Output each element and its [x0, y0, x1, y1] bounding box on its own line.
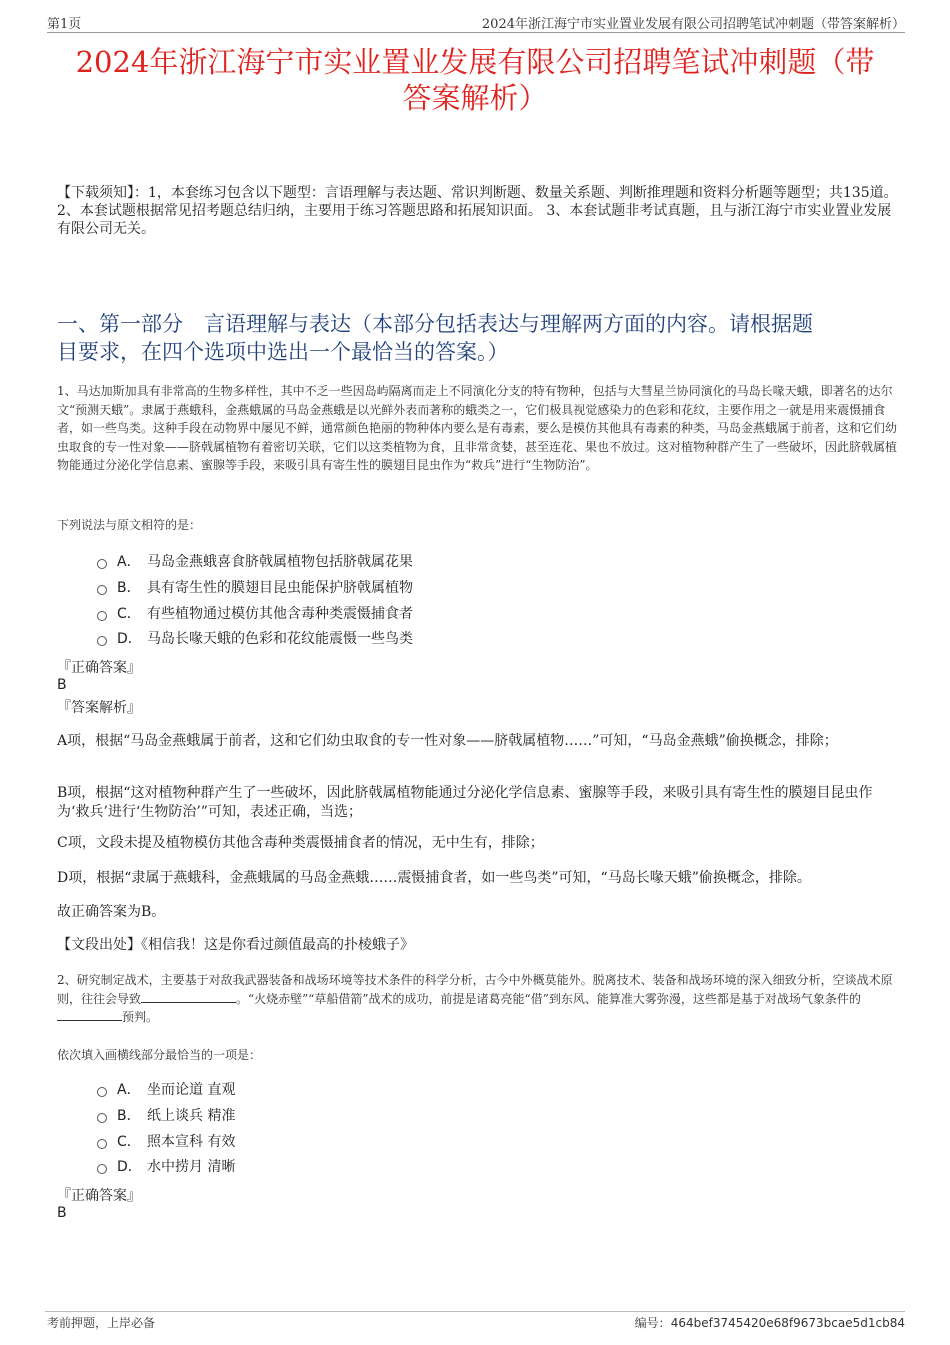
option-letter: D．	[117, 631, 142, 647]
option-letter: A．	[117, 554, 141, 570]
section-heading	[57, 310, 905, 366]
header-doc-title: 2024年浙江海宁市实业置业发展有限公司招聘笔试冲刺题（带答案解析）	[481, 17, 905, 32]
q1-analysis-a: A项，根据“马岛金燕蛾属于前者，这和它们幼虫取食的专一性对象——脐戟属植物……”可知，“马岛金燕蛾”偷换概念，排除；	[57, 733, 838, 749]
radio-icon[interactable]	[97, 585, 107, 595]
q2-text-c: 预判。	[122, 1010, 159, 1025]
q2-answer: B	[57, 1205, 67, 1221]
radio-icon[interactable]	[97, 611, 107, 621]
footer-code-label: 编号：	[634, 1316, 671, 1330]
option-text: 马岛金燕蛾喜食脐戟属植物包括脐戟属花果	[147, 554, 413, 570]
q2-blank-2	[57, 1008, 122, 1021]
option-letter: D．	[117, 1159, 142, 1175]
q2-option-a[interactable]	[97, 1081, 235, 1099]
option-letter: C．	[117, 1134, 141, 1150]
section-line-2: 目要求，在四个选项中选出一个最恰当的答案。）	[57, 340, 509, 364]
footer-code-value: 464bef3745420e68f9673bcae5d1cb84	[670, 1316, 905, 1330]
radio-icon[interactable]	[97, 1139, 107, 1149]
q2-blank-1	[141, 990, 236, 1003]
q2-option-d[interactable]	[97, 1158, 235, 1176]
q1-analysis-d: D项，根据“隶属于燕蛾科，金燕蛾属的马岛金燕蛾……震慑捕食者，如一些鸟类”可知，“马岛长喙天蛾”偷换概念，排除。	[57, 870, 811, 886]
q1-option-a[interactable]	[97, 553, 413, 571]
option-letter: C．	[117, 606, 141, 622]
option-text: 马岛长喙天蛾的色彩和花纹能震慑一些鸟类	[147, 631, 413, 647]
q1-prompt: 下列说法与原文相符的是：	[57, 518, 202, 532]
option-text: 纸上谈兵 精准	[147, 1108, 236, 1124]
page-header	[47, 10, 905, 33]
option-text: 水中捞月 清晰	[147, 1159, 236, 1175]
q1-answer-label: 『正确答案』	[57, 660, 141, 676]
option-text: 坐而论道 直观	[147, 1082, 236, 1098]
option-text: 具有寄生性的膜翅目昆虫能保护脐戟属植物	[147, 580, 413, 596]
option-letter: B．	[117, 580, 141, 596]
radio-icon[interactable]	[97, 636, 107, 646]
radio-icon[interactable]	[97, 1164, 107, 1174]
q2-answer-label: 『正确答案』	[57, 1188, 141, 1204]
footer-code	[635, 1314, 905, 1331]
q2-text-a: 2、研究制定战术，主要基于对敌我武器装备和战场环境等技术条件的科学分析，古今中外概莫能外。脱离技术、装备和战场环境的深入细致分析，空谈战术原则，往往会导致	[57, 973, 893, 1006]
q2-prompt: 依次填入画横线部分最恰当的一项是：	[57, 1048, 262, 1062]
q1-option-c[interactable]	[97, 605, 413, 623]
q1-analysis-c: C项，文段未提及植物模仿其他含毒种类震慑捕食者的情况，无中生有，排除；	[57, 835, 544, 851]
q1-analysis-label: 『答案解析』	[57, 700, 141, 716]
q1-conclusion: 故正确答案为B。	[57, 904, 166, 920]
option-letter: A．	[117, 1082, 141, 1098]
radio-icon[interactable]	[97, 559, 107, 569]
document-title	[50, 44, 900, 116]
q2-option-c[interactable]	[97, 1133, 235, 1151]
radio-icon[interactable]	[97, 1087, 107, 1097]
q1-answer: B	[57, 677, 67, 693]
option-text: 照本宣科 有效	[147, 1134, 236, 1150]
footer-slogan: 考前押题，上岸必备	[47, 1316, 156, 1330]
q1-source: 【文段出处】《相信我！这是你看过颜值最高的扑棱蛾子》	[57, 937, 414, 953]
option-letter: B．	[117, 1108, 141, 1124]
q2-option-b[interactable]	[97, 1107, 235, 1125]
title-line-2: 答案解析）	[402, 81, 548, 115]
title-line-1: 2024年浙江海宁市实业置业发展有限公司招聘笔试冲刺题（带	[75, 45, 875, 79]
q1-option-b[interactable]	[97, 579, 413, 597]
q2-text-b: 。“火烧赤壁”“草船借箭”战术的成功，前提是诸葛亮能“借”到东风、能算准大雾弥漫，这些都是基于对战场气象条件的	[236, 991, 861, 1006]
download-notice: 【下载须知】：1，本套练习包含以下题型：言语理解与表达题、常识判断题、数量关系题、判断推理题和资料分析题等题型；共135道。 2、本套试题根据常见招考题总结归纳，主要用于练习答题思路和拓展知识面。 3、本套试题非考试真题，且与浙江海宁市实业置业发展有限公司无关。	[57, 185, 898, 237]
section-line-1: 一、第一部分 言语理解与表达（本部分包括表达与理解两方面的内容。请根据题	[57, 312, 813, 336]
page-number: 第1页	[47, 17, 82, 32]
q2-passage	[57, 971, 900, 1027]
footer-divider	[45, 1311, 905, 1312]
option-text: 有些植物通过模仿其他含毒种类震慑捕食者	[147, 606, 413, 622]
q1-analysis-b: B项，根据“这对植物种群产生了一些破坏，因此脐戟属植物能通过分泌化学信息素、蜜腺等手段，来吸引具有寄生性的膜翅目昆虫作为‘救兵’进行‘生物防治’”可知，表述正确，当选；	[57, 785, 873, 820]
q1-option-d[interactable]	[97, 630, 413, 648]
radio-icon[interactable]	[97, 1113, 107, 1123]
q1-passage: 1、马达加斯加具有非常高的生物多样性，其中不乏一些因岛屿隔离而走上不同演化分支的特有物种，包括与大彗星兰协同演化的马岛长喙天蛾，即著名的达尔文“预测天蛾”。隶属于燕蛾科，金燕蛾属的马岛金燕蛾是以光鲜外表而著称的蛾类之一，它们极具视觉感染力的色彩和花纹，主要作用之一就是用来震慑捕食者，如一些鸟类。这种手段在动物界中屡见不鲜，通常颜色艳丽的物种体内要么是有毒素，要么是模仿其他具有毒素的种类，马岛金燕蛾属于前者，这和它们幼虫取食的专一性对象——脐戟属植物有着密切关联，它们以这类植物为食，且非常贪婪，甚至连花、果也不放过。这对植物种群产生了一些破坏，因此脐戟属植物能通过分泌化学信息素、蜜腺等手段，来吸引具有寄生性的膜翅目昆虫作为“救兵”进行“生物防治”。	[57, 384, 898, 473]
